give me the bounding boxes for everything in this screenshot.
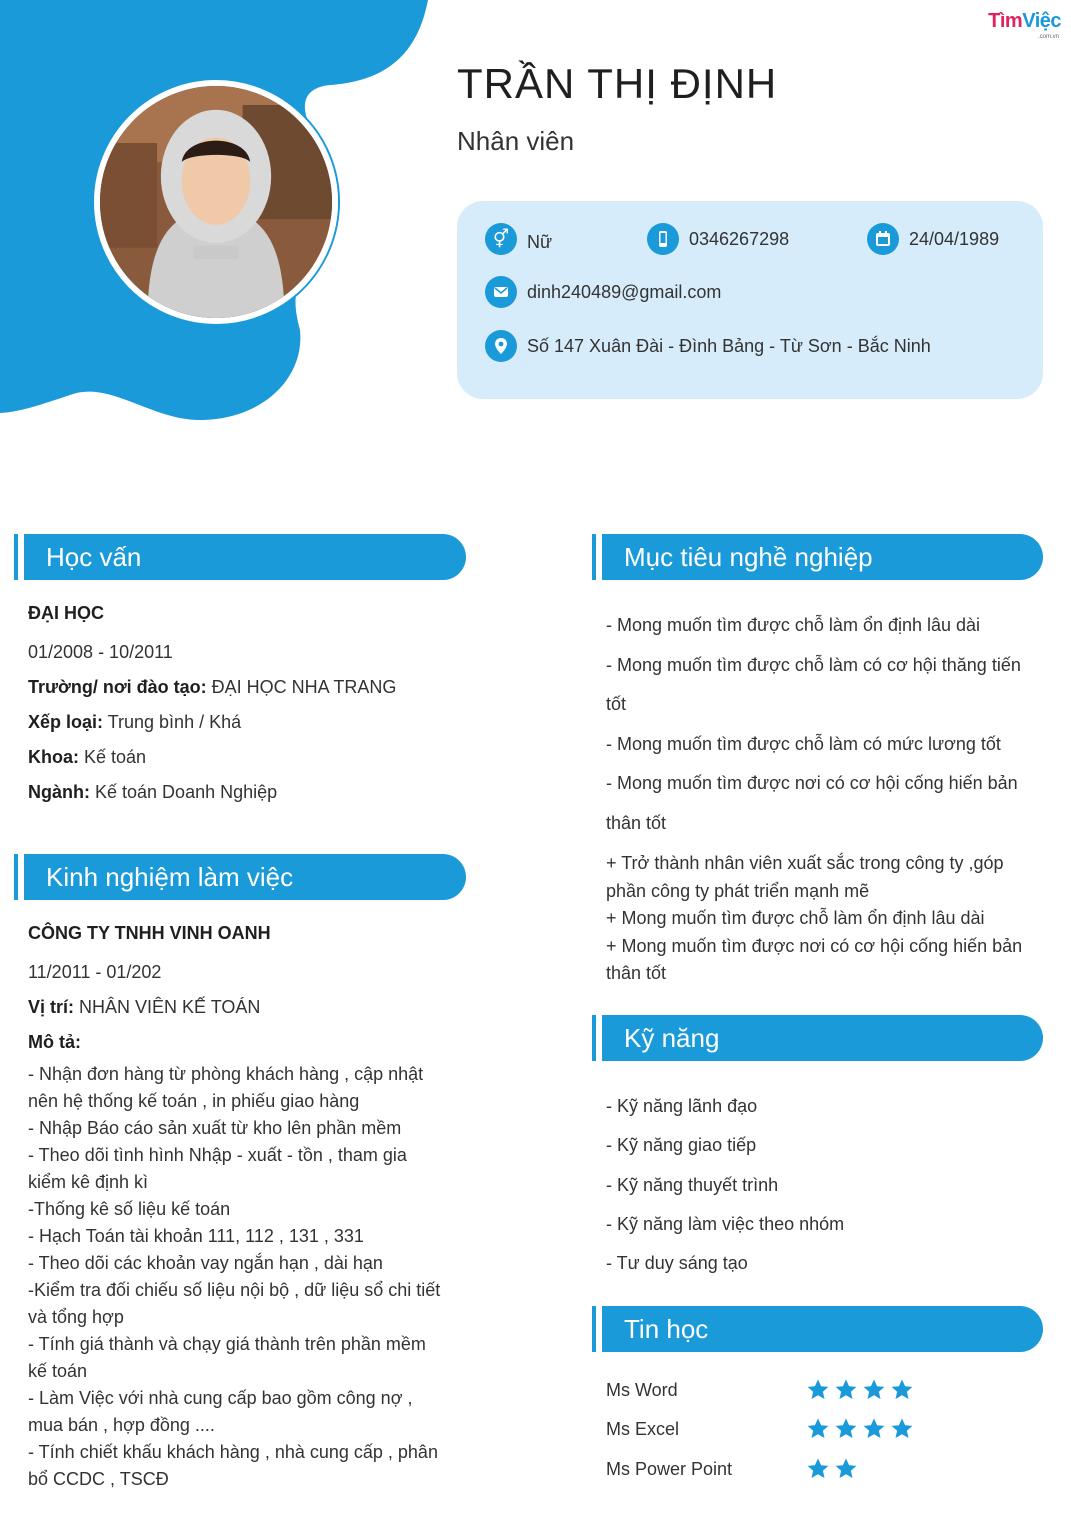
job-title: Nhân viên	[457, 126, 575, 156]
it-skill-rating	[806, 1417, 914, 1441]
calendar-icon	[867, 223, 899, 255]
avatar	[94, 80, 338, 324]
it-skill-name: Ms Excel	[606, 1419, 680, 1439]
desc-line: -Thống kê số liệu kế toán	[28, 1199, 231, 1219]
education-school: Trường/ nơi đào tạo: ĐẠI HỌC NHA TRANG	[28, 677, 397, 697]
desc-line: - Tính chiết khấu khách hàng , nhà cung cấp , phân	[28, 1442, 438, 1462]
contact-panel	[457, 201, 1043, 399]
objective-line: - Mong muốn tìm được chỗ làm ổn định lâu dài	[606, 615, 981, 635]
section-skills-heading	[602, 1015, 1043, 1061]
experience-position: Vị trí: NHÂN VIÊN KẾ TOÁN	[28, 997, 261, 1017]
education-rank: Xếp loại: Trung bình / Khá	[28, 712, 242, 732]
portrait-photo	[100, 86, 332, 318]
address-value: Số 147 Xuân Đài - Đình Bảng - Từ Sơn - Bắc Ninh	[527, 335, 931, 356]
desc-line: - Nhập Báo cáo sản xuất từ kho lên phần mềm	[28, 1118, 402, 1138]
gender-value: Nữ	[527, 231, 553, 252]
skill-item: - Kỹ năng làm việc theo nhóm	[606, 1213, 845, 1234]
it-skill-name: Ms Word	[606, 1380, 678, 1400]
desc-line: - Theo dõi các khoản vay ngắn hạn , dài hạn	[28, 1253, 383, 1273]
star-icon	[834, 1378, 858, 1402]
section-it-heading	[602, 1306, 1043, 1352]
objective-line: - Mong muốn tìm được nơi có cơ hội cống hiến bản	[606, 773, 1018, 793]
education-level: ĐẠI HỌC	[28, 603, 104, 623]
star-icon	[862, 1378, 886, 1402]
star-icon	[890, 1417, 914, 1441]
section-education-title: Học vấn	[46, 541, 142, 572]
phone-value: 0346267298	[689, 228, 790, 249]
objective-line: tốt	[606, 694, 627, 714]
education-major: Ngành: Kế toán Doanh Nghiệp	[28, 782, 278, 802]
desc-line: bổ CCDC , TSCĐ	[28, 1469, 169, 1489]
experience-period: 11/2011 - 01/202	[28, 962, 162, 982]
phone-icon	[647, 223, 679, 255]
education-faculty: Khoa: Kế toán	[28, 747, 147, 767]
star-icon	[806, 1457, 830, 1481]
skill-item: - Kỹ năng thuyết trình	[606, 1174, 779, 1195]
contact-gender	[485, 223, 552, 255]
section-experience-heading	[24, 854, 466, 900]
star-icon	[806, 1417, 830, 1441]
section-education-heading	[24, 534, 466, 580]
location-pin-icon	[485, 330, 517, 362]
section-experience-title: Kinh nghiệm làm việc	[46, 861, 294, 892]
skill-item: - Kỹ năng giao tiếp	[606, 1135, 757, 1156]
contact-phone	[647, 223, 789, 255]
birthday-value: 24/04/1989	[909, 228, 1000, 249]
desc-line: - Nhận đơn hàng từ phòng khách hàng , cập nhật	[28, 1064, 424, 1084]
goal-line: thân tốt	[606, 963, 667, 983]
desc-line: nên hệ thống kế toán , in phiếu giao hàng	[28, 1091, 360, 1111]
email-value: dinh240489@gmail.com	[527, 281, 722, 302]
desc-line: - Theo dõi tình hình Nhập - xuất - tồn , tham gia	[28, 1145, 407, 1165]
desc-line: kế toán	[28, 1361, 88, 1381]
desc-line: - Làm Việc với nhà cung cấp bao gồm công nợ ,	[28, 1388, 413, 1408]
star-icon	[862, 1417, 886, 1441]
objective-line: - Mong muốn tìm được chỗ làm có cơ hội thăng tiến	[606, 654, 1021, 675]
section-objective-heading	[602, 534, 1043, 580]
email-icon	[485, 276, 517, 308]
star-icon	[834, 1457, 858, 1481]
objective-line: - Mong muốn tìm được chỗ làm có mức lương tốt	[606, 733, 1001, 754]
experience-company: CÔNG TY TNHH VINH OANH	[28, 923, 271, 943]
contact-birthday	[867, 223, 999, 255]
desc-line: -Kiểm tra đối chiếu số liệu nội bộ , dữ liệu sổ chi tiết	[28, 1280, 441, 1300]
desc-line: và tổng hợp	[28, 1307, 124, 1327]
goal-line: phần công ty phát triển mạnh mẽ	[606, 880, 870, 901]
contact-email	[485, 276, 721, 308]
section-it-title: Tin học	[624, 1313, 709, 1344]
goal-line: + Mong muốn tìm được chỗ làm ổn định lâu dài	[606, 908, 985, 928]
desc-line: - Tính giá thành và chạy giá thành trên phần mềm	[28, 1334, 426, 1354]
desc-line: - Hạch Toán tài khoản 111, 112 , 131 , 331	[28, 1226, 364, 1246]
objective-line: thân tốt	[606, 812, 667, 833]
goal-line: + Mong muốn tìm được nơi có cơ hội cống hiến bản	[606, 935, 1023, 956]
section-objective-title: Mục tiêu nghề nghiệp	[624, 541, 873, 572]
objective-goals	[606, 850, 1022, 988]
desc-line: kiểm kê định kì	[28, 1172, 149, 1192]
desc-line: mua bán , hợp đồng ....	[28, 1415, 215, 1435]
objective-list	[606, 606, 1021, 843]
it-skill-name: Ms Power Point	[606, 1459, 733, 1479]
experience-description	[28, 1061, 468, 1493]
brand-logo-domain: .com.vn	[1037, 34, 1059, 40]
goal-line: + Trở thành nhân viên xuất sắc trong công ty ,góp	[606, 853, 1004, 873]
contact-address	[485, 330, 931, 362]
star-icon	[806, 1378, 830, 1402]
star-icon	[890, 1378, 914, 1402]
gender-icon: ⚥	[485, 223, 517, 255]
it-skill-rating	[806, 1378, 914, 1402]
star-icon	[834, 1417, 858, 1441]
skill-item: - Tư duy sáng tạo	[606, 1253, 748, 1274]
experience-desc-label: Mô tả:	[28, 1032, 81, 1052]
it-skill-rating	[806, 1457, 858, 1481]
skills-list	[606, 1087, 844, 1283]
education-period: 01/2008 - 10/2011	[28, 642, 173, 662]
candidate-name: TRẦN THỊ ĐỊNH	[457, 60, 778, 107]
brand-logo: TìmViệc	[988, 10, 1061, 32]
section-skills-title: Kỹ năng	[624, 1022, 720, 1053]
skill-item: - Kỹ năng lãnh đạo	[606, 1096, 758, 1116]
